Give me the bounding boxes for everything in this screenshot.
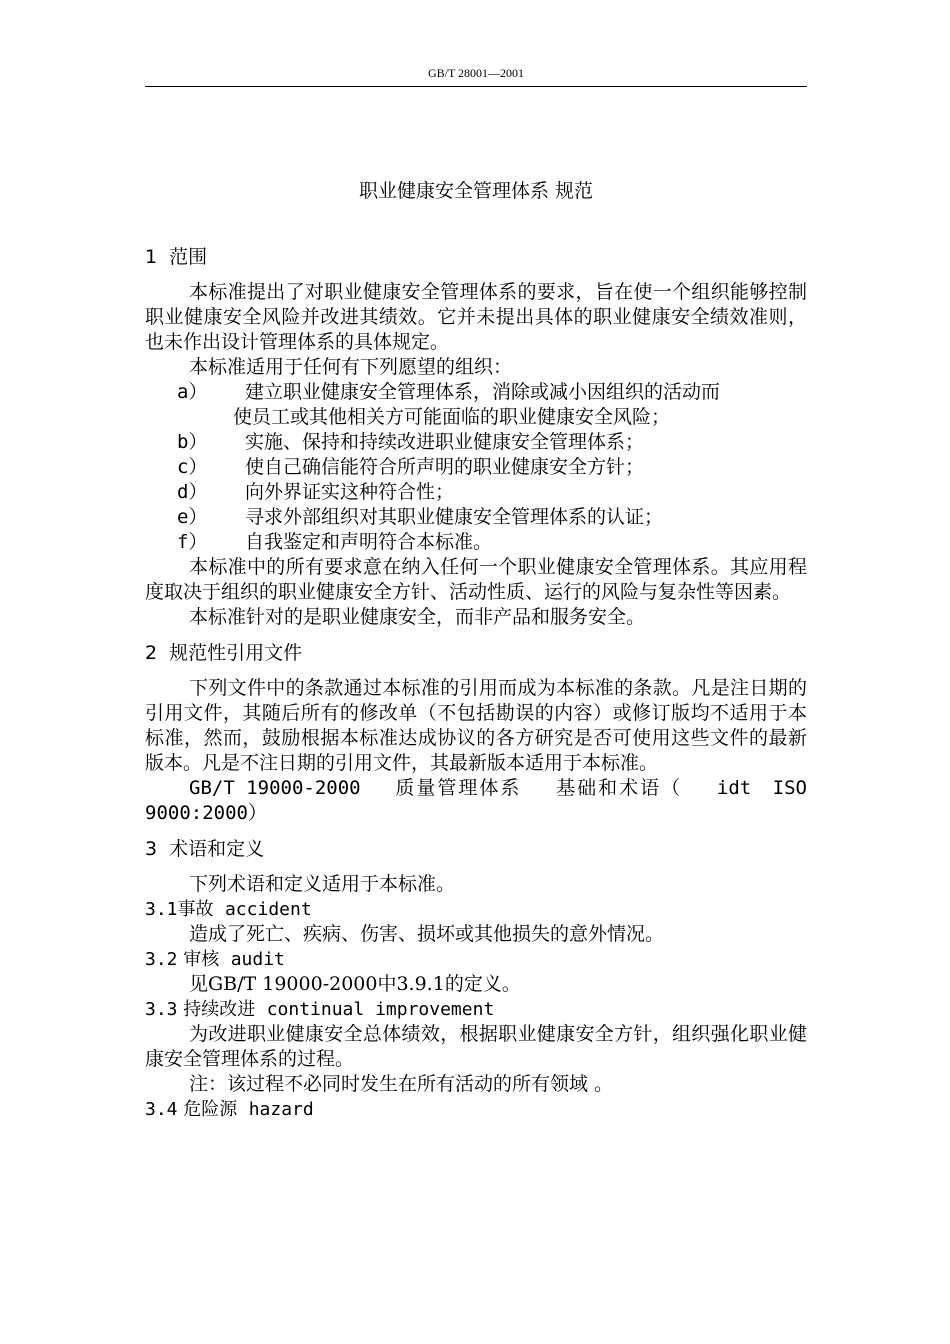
scope-list (145, 380, 807, 555)
term-number: 3.4 (145, 1099, 178, 1120)
reference-code: GB/T 19000-2000 (189, 777, 361, 799)
list-marker: b） (177, 431, 208, 453)
term-3-3-note: 注：该过程不必同时发生在所有活动的所有领域 。 (189, 1073, 614, 1095)
section-3-heading: 3 术语和定义 (145, 838, 265, 860)
list-item (177, 380, 807, 430)
list-marker: a） (177, 381, 208, 403)
list-item-text: 向外界证实这种符合性； (245, 481, 455, 503)
list-item-text: 使自己确信能符合所声明的职业健康安全方针； (245, 456, 645, 478)
list-marker: e） (177, 506, 208, 528)
normative-reference (145, 776, 807, 801)
term-3-3-definition: 为改进职业健康安全总体绩效，根据职业健康安全方针，组织强化职业健康安全管理体系的过程。 (145, 1023, 807, 1070)
list-item-text: 实施、保持和持续改进职业健康安全管理体系； (245, 431, 645, 453)
section-1-paragraph-3: 本标准中的所有要求意在纳入任何一个职业健康安全管理体系。其应用程度取决于组织的职业健康安全方针、活动性质、运行的风险与复杂性等因素。 (145, 556, 807, 603)
term-3-2-definition: 见GB/T 19000-2000中3.9.1的定义。 (189, 973, 521, 995)
term-3-4 (145, 1097, 807, 1122)
term-chinese: 危险源 (183, 1099, 238, 1120)
list-item-text: 自我鉴定和声明符合本标准。 (245, 531, 493, 553)
list-marker: d） (177, 481, 208, 503)
section-2-paragraph-1: 下列文件中的条款通过本标准的引用而成为本标准的条款。凡是注日期的引用文件，其随后所有的修改单（不包括勘误的内容）或修订版均不适用于本标准，然而，鼓励根据本标准达成协议的各方研究是否可使用这些文件的最新版本。凡是不注日期的引用文件，其最新版本适用于本标准。 (145, 677, 807, 774)
term-english: audit (230, 949, 285, 970)
standard-code-header: GB/T 28001—2001 (427, 66, 525, 80)
list-item (177, 480, 807, 505)
term-3-2 (145, 947, 807, 972)
term-english: hazard (248, 1099, 314, 1120)
term-3-3 (145, 997, 807, 1022)
reference-idt: idt ISO (716, 777, 807, 799)
list-item (177, 430, 807, 455)
document-body (145, 244, 807, 1122)
reference-subtitle: 基础和术语（ (556, 777, 683, 799)
term-english: accident (224, 899, 312, 920)
list-item-text: 寻求外部组织对其职业健康安全管理体系的认证； (245, 506, 664, 528)
term-chinese: 持续改进 (183, 999, 256, 1020)
document-title: 职业健康安全管理体系 规范 (358, 180, 594, 202)
list-item (177, 455, 807, 480)
header-rule (145, 86, 807, 87)
term-chinese: 审核 (183, 949, 220, 970)
list-marker: c） (177, 456, 208, 478)
section-3-paragraph-1: 下列术语和定义适用于本标准。 (189, 873, 456, 895)
section-1-paragraph-2: 本标准适用于任何有下列愿望的组织： (189, 356, 513, 378)
list-item-text-continued: 使员工或其他相关方可能面临的职业健康安全风险； (233, 406, 671, 428)
term-number: 3.1 (145, 899, 178, 920)
reference-continued: 9000:2000） (145, 802, 267, 824)
reference-title: 质量管理体系 (395, 777, 522, 799)
term-number: 3.3 (145, 999, 178, 1020)
term-3-1-definition: 造成了死亡、疾病、伤害、损坏或其他损失的意外情况。 (189, 923, 665, 945)
list-marker: f） (177, 531, 208, 553)
section-2-heading: 2 规范性引用文件 (145, 642, 303, 664)
section-1-paragraph-1: 本标准提出了对职业健康安全管理体系的要求，旨在使一个组织能够控制职业健康安全风险并改进其绩效。它并未提出具体的职业健康安全绩效准则，也未作出设计管理体系的具体规定。 (145, 281, 807, 353)
term-english: continual improvement (266, 999, 495, 1020)
term-3-1 (145, 897, 807, 922)
section-1-paragraph-4: 本标准针对的是职业健康安全，而非产品和服务安全。 (189, 606, 646, 628)
section-1-heading: 1 范围 (145, 246, 208, 268)
term-number: 3.2 (145, 949, 178, 970)
list-item (177, 530, 807, 555)
term-chinese: 事故 (177, 899, 214, 920)
list-item-text: 建立职业健康安全管理体系，消除或减小因组织的活动而 (245, 381, 721, 403)
list-item (177, 505, 807, 530)
